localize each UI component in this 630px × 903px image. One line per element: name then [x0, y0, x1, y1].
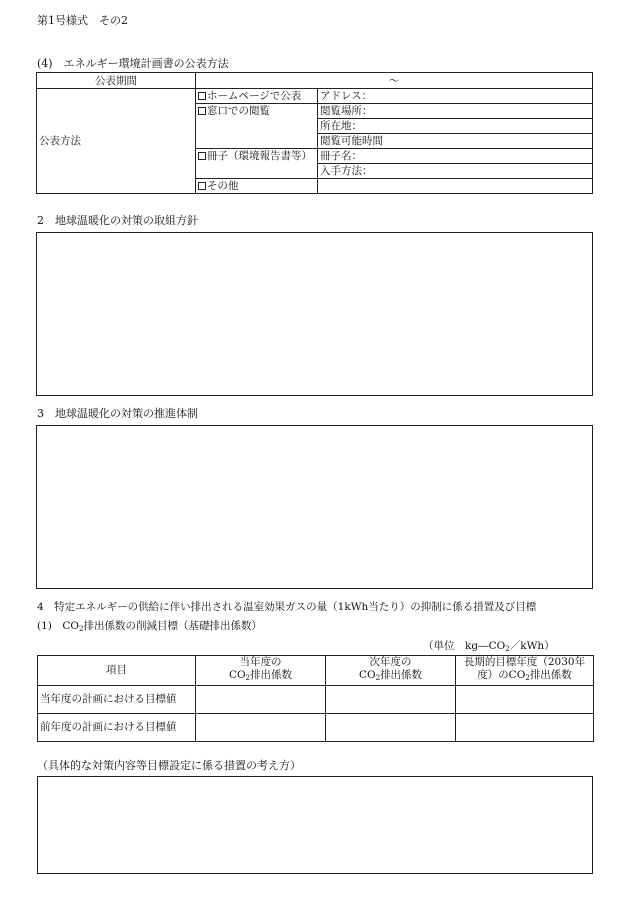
unit-label: （単位 $kg―CO_2/kWh$） [423, 640, 555, 653]
period-tilde: ～ [388, 74, 400, 87]
option-other[interactable] [196, 179, 318, 194]
homepage-checkbox[interactable] [198, 92, 206, 100]
window-label: 窓口での閲覧 [207, 105, 270, 117]
policy-heading: 2 地球温暖化の対策の取組方針 [37, 214, 198, 227]
col-this-year: 当年度の $CO_2$排出係数 [196, 656, 326, 686]
method-label: 公表方法 [37, 89, 196, 194]
reduction-target-subheading: (1) $CO_2$排出係数の削減目標（基礎排出係数） [37, 620, 262, 633]
location-field[interactable] [318, 119, 593, 134]
target-table [37, 655, 594, 742]
cell-r1-long-term[interactable] [456, 686, 594, 714]
address-label: アドレス： [320, 90, 373, 102]
place-label: 閲覧場所： [320, 105, 373, 117]
col-next-year: 次年度の $CO_2$排出係数 [326, 656, 456, 686]
hours-label: 閲覧可能時間 [320, 135, 383, 147]
measures-textarea[interactable] [37, 776, 593, 874]
system-heading: 3 地球温暖化の対策の推進体制 [37, 407, 198, 420]
system-textarea[interactable] [36, 425, 593, 589]
period-value-cell[interactable] [196, 73, 593, 89]
booklet-label: 冊子（環境報告書等） [207, 150, 312, 162]
cell-r2-this-year[interactable] [196, 714, 326, 742]
cell-r1-next-year[interactable] [326, 686, 456, 714]
location-label: 所在地： [320, 120, 362, 132]
booklet-name-field[interactable] [318, 149, 593, 164]
other-checkbox[interactable] [198, 182, 206, 190]
col-long-term: 長期的目標年度（2030年 度）の$CO_2$排出係数 [456, 656, 594, 686]
booklet-checkbox[interactable] [198, 152, 206, 160]
publication-table [36, 72, 593, 194]
window-checkbox[interactable] [198, 107, 206, 115]
homepage-label: ホームページで公表 [207, 90, 302, 102]
other-field[interactable] [318, 179, 593, 194]
place-field[interactable] [318, 104, 593, 119]
option-window[interactable] [196, 104, 318, 149]
obtain-label: 入手方法： [320, 165, 373, 177]
period-label: 公表期間 [37, 73, 196, 89]
publication-method-heading: (4) エネルギー環境計画書の公表方法 [37, 57, 229, 70]
row-prev-year-plan: 前年度の計画における目標値 [38, 714, 196, 742]
address-field[interactable] [318, 89, 593, 104]
measures-heading: （具体的な対策内容等目標設定に係る措置の考え方） [37, 759, 301, 772]
policy-textarea[interactable] [36, 232, 593, 396]
booklet-name-label: 冊子名： [320, 150, 362, 162]
cell-r2-next-year[interactable] [326, 714, 456, 742]
cell-r1-this-year[interactable] [196, 686, 326, 714]
other-label: その他 [207, 180, 239, 192]
cell-r2-long-term[interactable] [456, 714, 594, 742]
option-booklet[interactable] [196, 149, 318, 179]
col-item: 項目 [38, 656, 196, 686]
hours-field[interactable] [318, 134, 593, 149]
option-homepage[interactable] [196, 89, 318, 104]
row-this-year-plan: 当年度の計画における目標値 [38, 686, 196, 714]
obtain-field[interactable] [318, 164, 593, 179]
form-number: 第1号様式 その2 [37, 14, 128, 27]
measures-target-heading: 4 特定エネルギーの供給に伴い排出される温室効果ガスの量（1kWh当たり）の抑制に係る措置及び目標 [37, 601, 537, 613]
